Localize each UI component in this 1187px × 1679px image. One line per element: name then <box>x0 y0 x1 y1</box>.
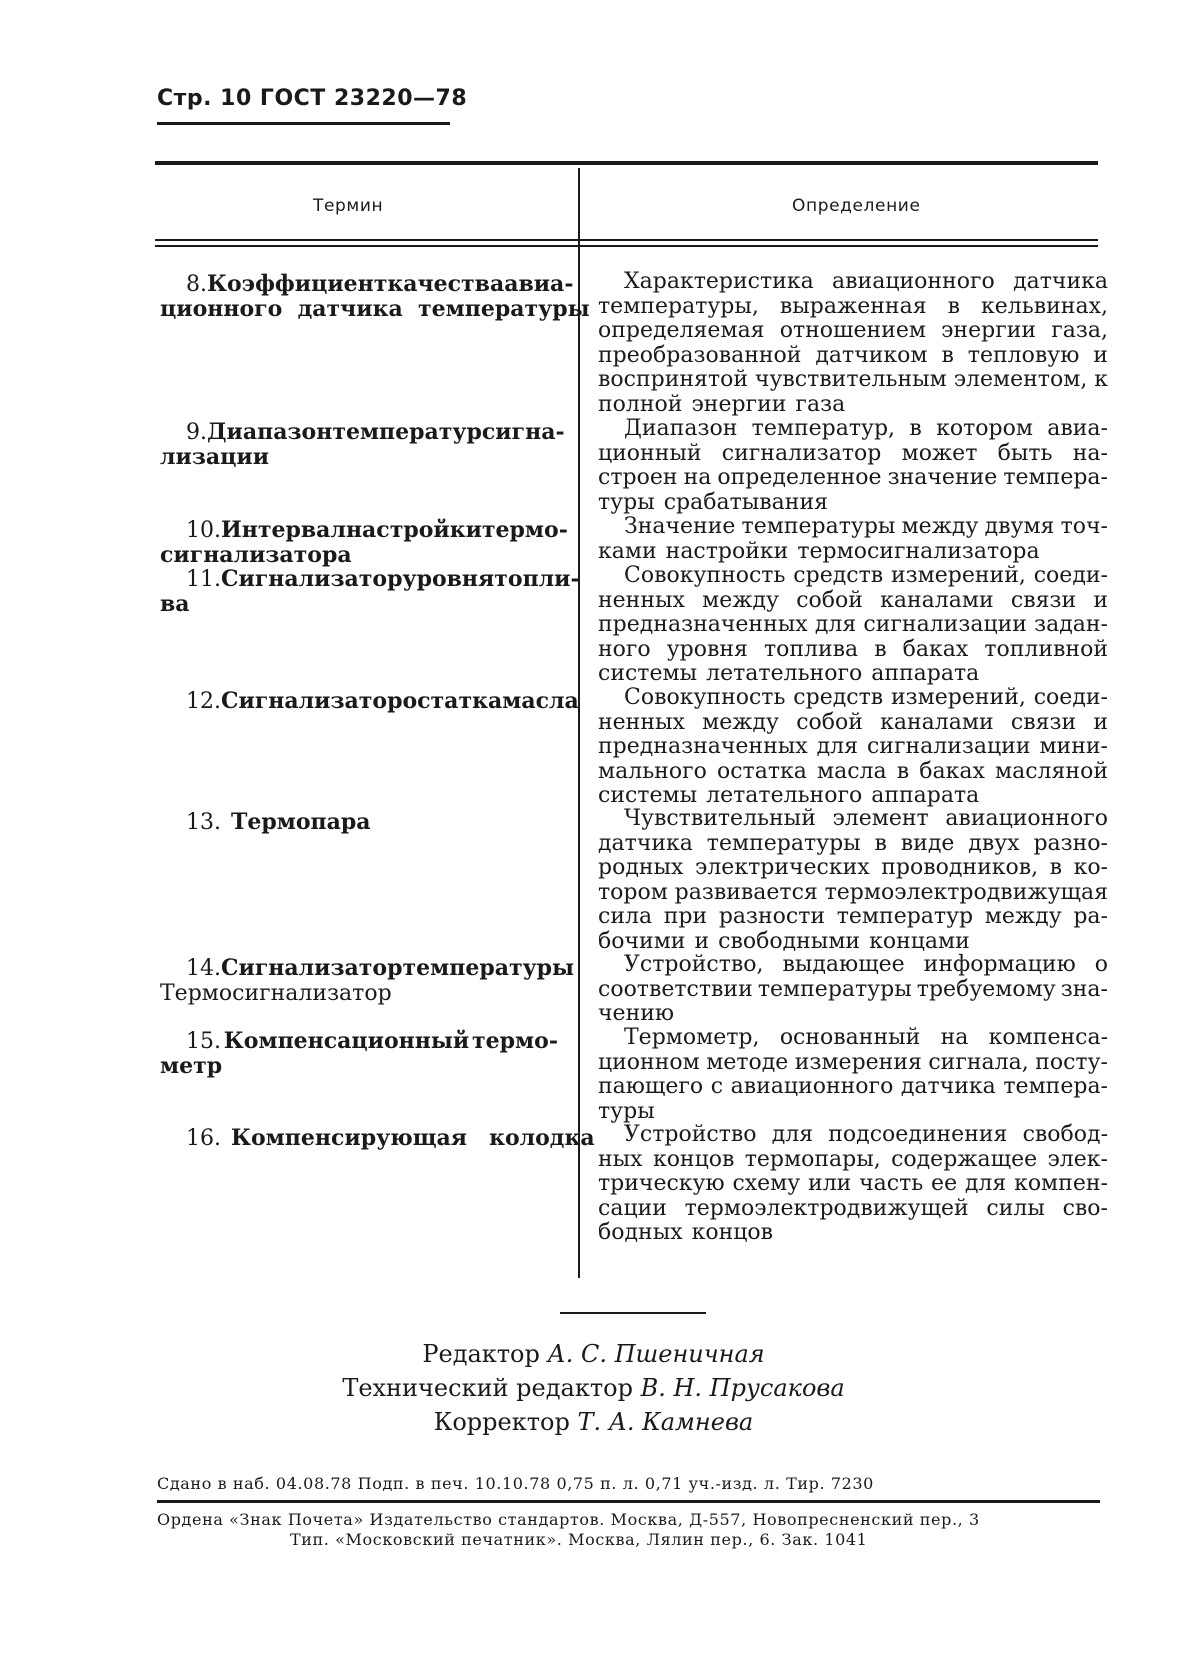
term-line: 8. Коэффициент качества авиа- <box>186 271 574 297</box>
credit-role: Корректор <box>433 1408 570 1436</box>
term-line: 11. Сигнализатор уровня топли- <box>186 566 580 592</box>
credit-name: А. С. Пшеничная <box>547 1340 765 1368</box>
section-divider <box>560 1312 706 1314</box>
term-11 <box>160 566 580 617</box>
definition-11: Совокупность средств измерений, соеди- ненных между собой каналами связи и предназначенных для сигнализации задан- ного уровня топлива в баках топливной системы летательного аппарата <box>598 563 1108 686</box>
definition-9: Диапазон температур, в котором авиа- ционный сигнализатор может быть на- строен на определенное значение темпера- туры срабатывания <box>598 416 1108 515</box>
definition-15: Термометр, основанный на компенса- ционном методе измерения сигнала, посту- пающего с авиационного датчика темпера- туры <box>598 1025 1108 1124</box>
credit-name: В. Н. Прусакова <box>640 1374 845 1402</box>
definition-10: Значение температуры между двумя точ- ками настройки термосигнализатора <box>598 514 1108 564</box>
page-header: Стр. 10 ГОСТ 23220—78 <box>157 86 468 111</box>
term-line: ва <box>160 591 190 617</box>
header-rule <box>157 122 450 125</box>
term-14 <box>160 955 575 1006</box>
column-header-term: Термин <box>313 196 384 216</box>
credit-proofreader <box>0 1405 1187 1439</box>
imprint-line-2: Тип. «Московский печатник». Москва, Лялин пер., 6. Зак. 1041 <box>290 1530 868 1549</box>
column-divider <box>578 168 580 1278</box>
term-line: 10. Интервал настройки термо- <box>186 517 568 543</box>
term-13 <box>160 810 558 835</box>
term-line: метр <box>160 1053 223 1079</box>
term-line: ционного датчика температуры <box>160 296 590 322</box>
term-line: лизации <box>160 444 270 470</box>
term-line: Термосигнализатор <box>160 981 392 1006</box>
credit-editor <box>0 1337 1187 1371</box>
column-header-definition: Определение <box>792 196 921 216</box>
definition-8: Характеристика авиационного датчика температуры, выраженная в кельвинах, определяемая отношением энергии газа, преобразованной датчиком в тепловую и воспринятой чувствительным элементом, к полной энергии газа <box>598 269 1108 417</box>
header-double-rule-top <box>155 239 1098 241</box>
term-16 <box>160 1125 595 1151</box>
credit-role: Технический редактор <box>342 1374 633 1402</box>
term-line: сигнализатора <box>160 542 352 568</box>
definition-14: Устройство, выдающее информацию о соответствии температуры требуемому зна- чению <box>598 952 1108 1026</box>
term-line: 13. Термопара <box>186 809 371 835</box>
credit-tech-editor <box>0 1371 1187 1405</box>
definition-13: Чувствительный элемент авиационного датчика температуры в виде двух разно- родных электрических проводников, в ко- тором развивается термоэлектродвижущая сила при разности температур между ра- бочими и свободными концами <box>598 806 1108 954</box>
term-9 <box>160 419 565 470</box>
term-line: 15. Компенсационный термо- <box>186 1028 558 1054</box>
term-10 <box>160 517 568 568</box>
header-double-rule-bottom <box>155 245 1098 247</box>
table-top-rule <box>155 161 1098 165</box>
footer-rule <box>157 1500 1100 1503</box>
term-8 <box>160 271 590 322</box>
term-line: 12. Сигнализатор остатка масла <box>186 688 579 714</box>
term-line: 16. Компенсирующая колодка <box>186 1125 595 1151</box>
publication-info: Сдано в наб. 04.08.78 Подп. в печ. 10.10.78 0,75 п. л. 0,71 уч.-изд. л. Тир. 7230 <box>157 1474 874 1493</box>
term-line: 14. Сигнализатор температуры <box>186 955 575 981</box>
term-12 <box>160 688 579 714</box>
definition-12: Совокупность средств измерений, соеди- ненных между собой каналами связи и предназначенных для сигнализации мини- мального остатка масла в баках масляной системы летательного аппарата <box>598 685 1108 808</box>
credit-role: Редактор <box>422 1340 540 1368</box>
imprint-line-1: Ордена «Знак Почета» Издательство стандартов. Москва, Д-557, Новопресненский пер., 3 <box>157 1510 980 1529</box>
definition-16: Устройство для подсоединения свобод- ных концов термопары, содержащее элек- трическую схему или часть ее для компен- сации термоэлектродвижущей силы сво- бодных концов <box>598 1122 1108 1245</box>
credit-name: Т. А. Камнева <box>577 1408 754 1436</box>
term-15 <box>160 1029 558 1079</box>
term-line: 9. Диапазон температур сигна- <box>186 419 565 445</box>
